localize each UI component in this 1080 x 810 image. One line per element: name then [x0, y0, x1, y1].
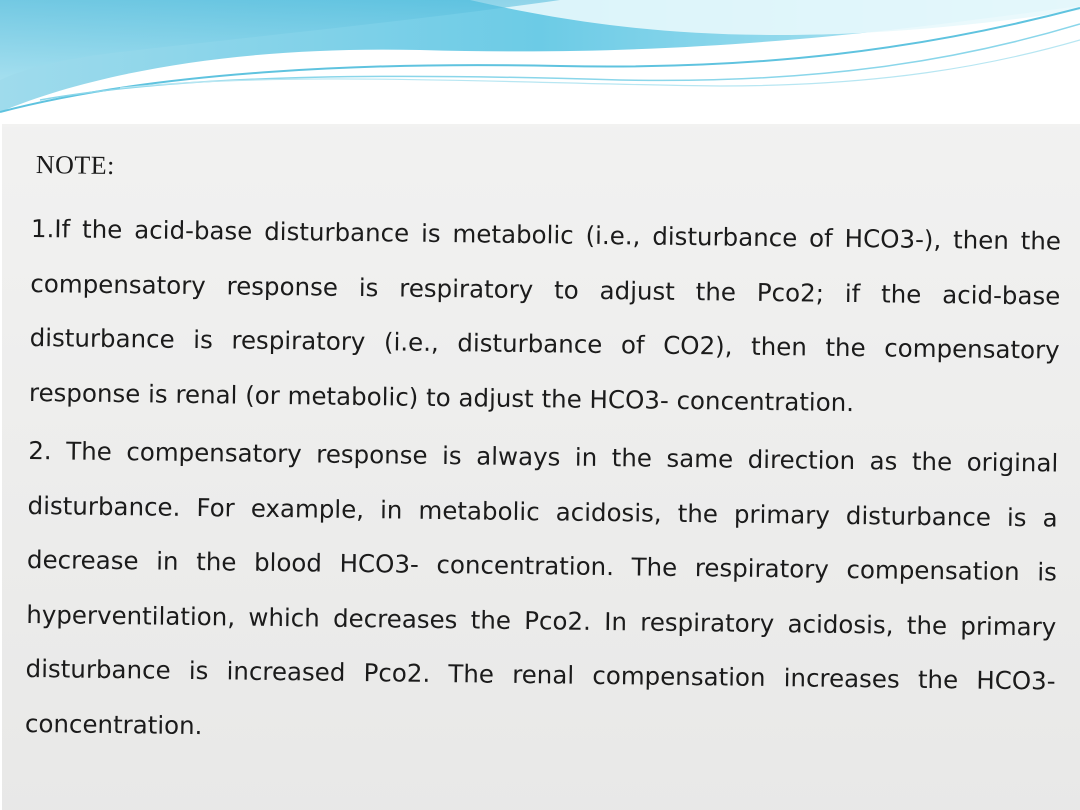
note-point-1: 1.If the acid-base disturbance is metabolic (i.e., disturbance of HCO3-), then the compensatory response is respiratory to adjust the Pco2; if the acid-base disturbance is respiratory (i.e., disturbance of CO2), then the compensatory response is renal (or metabolic) to adjust the HCO3- concentration. — [28, 213, 1062, 417]
scanned-note-image — [2, 124, 1080, 810]
header-wave-decoration — [0, 0, 1080, 130]
note-heading: NOTE: — [35, 150, 116, 181]
note-point-2: 2. The compensatory response is always in the same direction as the original disturbance. For example, in metabolic acidosis, the primary disturbance is a decrease in the blood HCO3- concentration. The respiratory compensation is hyperventilation, which decreases the Pco2. In respiratory acidosis, the primary disturbance is increased Pco2. The renal compensation increases the HCO3- concentration. — [24, 435, 1059, 740]
note-body — [25, 150, 1062, 764]
